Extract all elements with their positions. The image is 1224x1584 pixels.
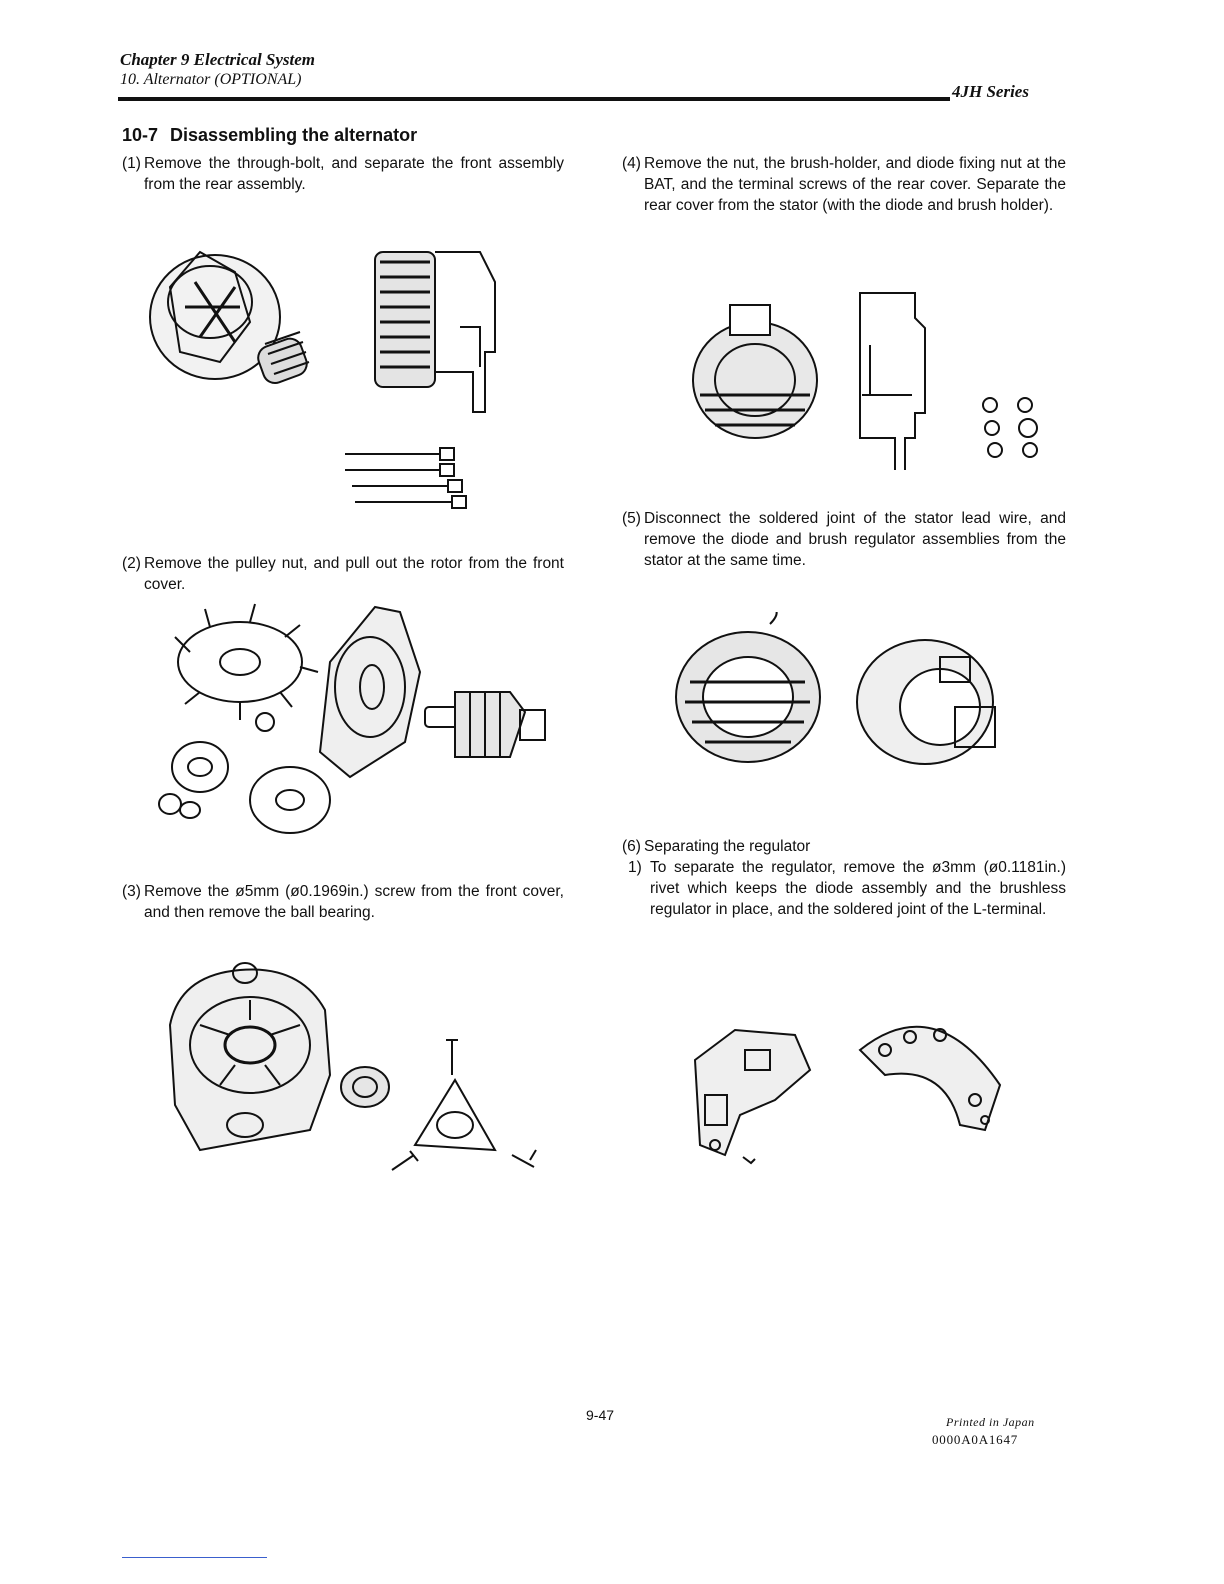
stator-illustration [676, 612, 820, 762]
section-title-text: Disassembling the alternator [170, 125, 418, 145]
figure-rotor-removal [150, 592, 550, 837]
nut-washer-illustration [159, 794, 200, 818]
front-cover-illustration [320, 607, 420, 777]
front-assembly-illustration [150, 252, 310, 386]
header-rule [118, 97, 950, 101]
spacer-illustration [256, 713, 274, 731]
brushless-regulator-illustration [695, 1030, 810, 1155]
diode-assembly-illustration [860, 1027, 1000, 1130]
step-label: (4) [622, 155, 641, 172]
step-6 [622, 836, 1066, 857]
step-text: Disconnect the soldered joint of the stator lead wire, and remove the diode and brush regulator assemblies from the stator at the same time. [644, 510, 1066, 569]
step-6-1 [628, 857, 1066, 920]
step-1 [122, 153, 564, 195]
series-label: 4JH Series [952, 82, 1029, 101]
section-heading [122, 125, 417, 146]
step-label: 1) [628, 859, 642, 876]
front-cover-casting-illustration [170, 963, 330, 1150]
ball-bearing-illustration [341, 1067, 389, 1107]
fan-illustration [175, 604, 318, 720]
printed-in-label: Printed in Japan [946, 1415, 1035, 1429]
document-code: 0000A0A1647 [932, 1432, 1019, 1447]
step-text: Remove the pulley nut, and pull out the rotor from the front cover. [144, 555, 564, 593]
diode-brush-assembly-illustration [857, 640, 995, 764]
step-label: (2) [122, 555, 141, 572]
figure-stator-diode [670, 612, 1010, 772]
bottom-rule [122, 1557, 267, 1558]
rivet-illustration [743, 1157, 755, 1163]
screws-illustration [392, 1040, 536, 1170]
figure-front-rear-assembly [140, 232, 520, 522]
section-number: 10-7 [122, 125, 159, 145]
figure-regulator-separation [685, 1005, 1015, 1175]
step-4 [622, 153, 1066, 216]
figure-rear-cover-separation [690, 285, 1060, 470]
page-number: 9-47 [586, 1407, 615, 1423]
step-text: Remove the through-bolt, and separate the front assembly from the rear assembly. [144, 155, 564, 193]
rotor-illustration [425, 692, 545, 757]
pulley-illustration [172, 742, 330, 833]
section-subtitle: 10. Alternator (OPTIONAL) [120, 71, 302, 88]
step-text: Remove the nut, the brush-holder, and diode fixing nut at the BAT, and the terminal screws of the rear cover. Separate the rear cover from the stator (with the diode and brush holder). [644, 155, 1066, 214]
rear-cover-illustration [860, 293, 925, 470]
bearing-retainer-illustration [415, 1080, 495, 1150]
step-text: Separating the regulator [644, 838, 811, 855]
terminal-nuts-illustration [983, 398, 1037, 457]
stator-with-diode-illustration [693, 305, 817, 438]
chapter-title: Chapter 9 Electrical System [120, 50, 316, 69]
step-label: (1) [122, 155, 141, 172]
step-3 [122, 881, 564, 923]
step-label: (6) [622, 838, 641, 855]
step-5 [622, 508, 1066, 571]
through-bolts-illustration [345, 448, 466, 508]
step-label: (3) [122, 883, 141, 900]
figure-ball-bearing [160, 955, 550, 1185]
step-text: Remove the ø5mm (ø0.1969in.) screw from the front cover, and then remove the ball bearing. [144, 883, 564, 921]
step-text: To separate the regulator, remove the ø3mm (ø0.1181in.) rivet which keeps the diode assembly and the brushless regulator in place, and the soldered joint of the L-terminal. [650, 859, 1066, 918]
step-label: (5) [622, 510, 641, 527]
rear-assembly-illustration [375, 252, 495, 412]
step-2 [122, 553, 564, 595]
